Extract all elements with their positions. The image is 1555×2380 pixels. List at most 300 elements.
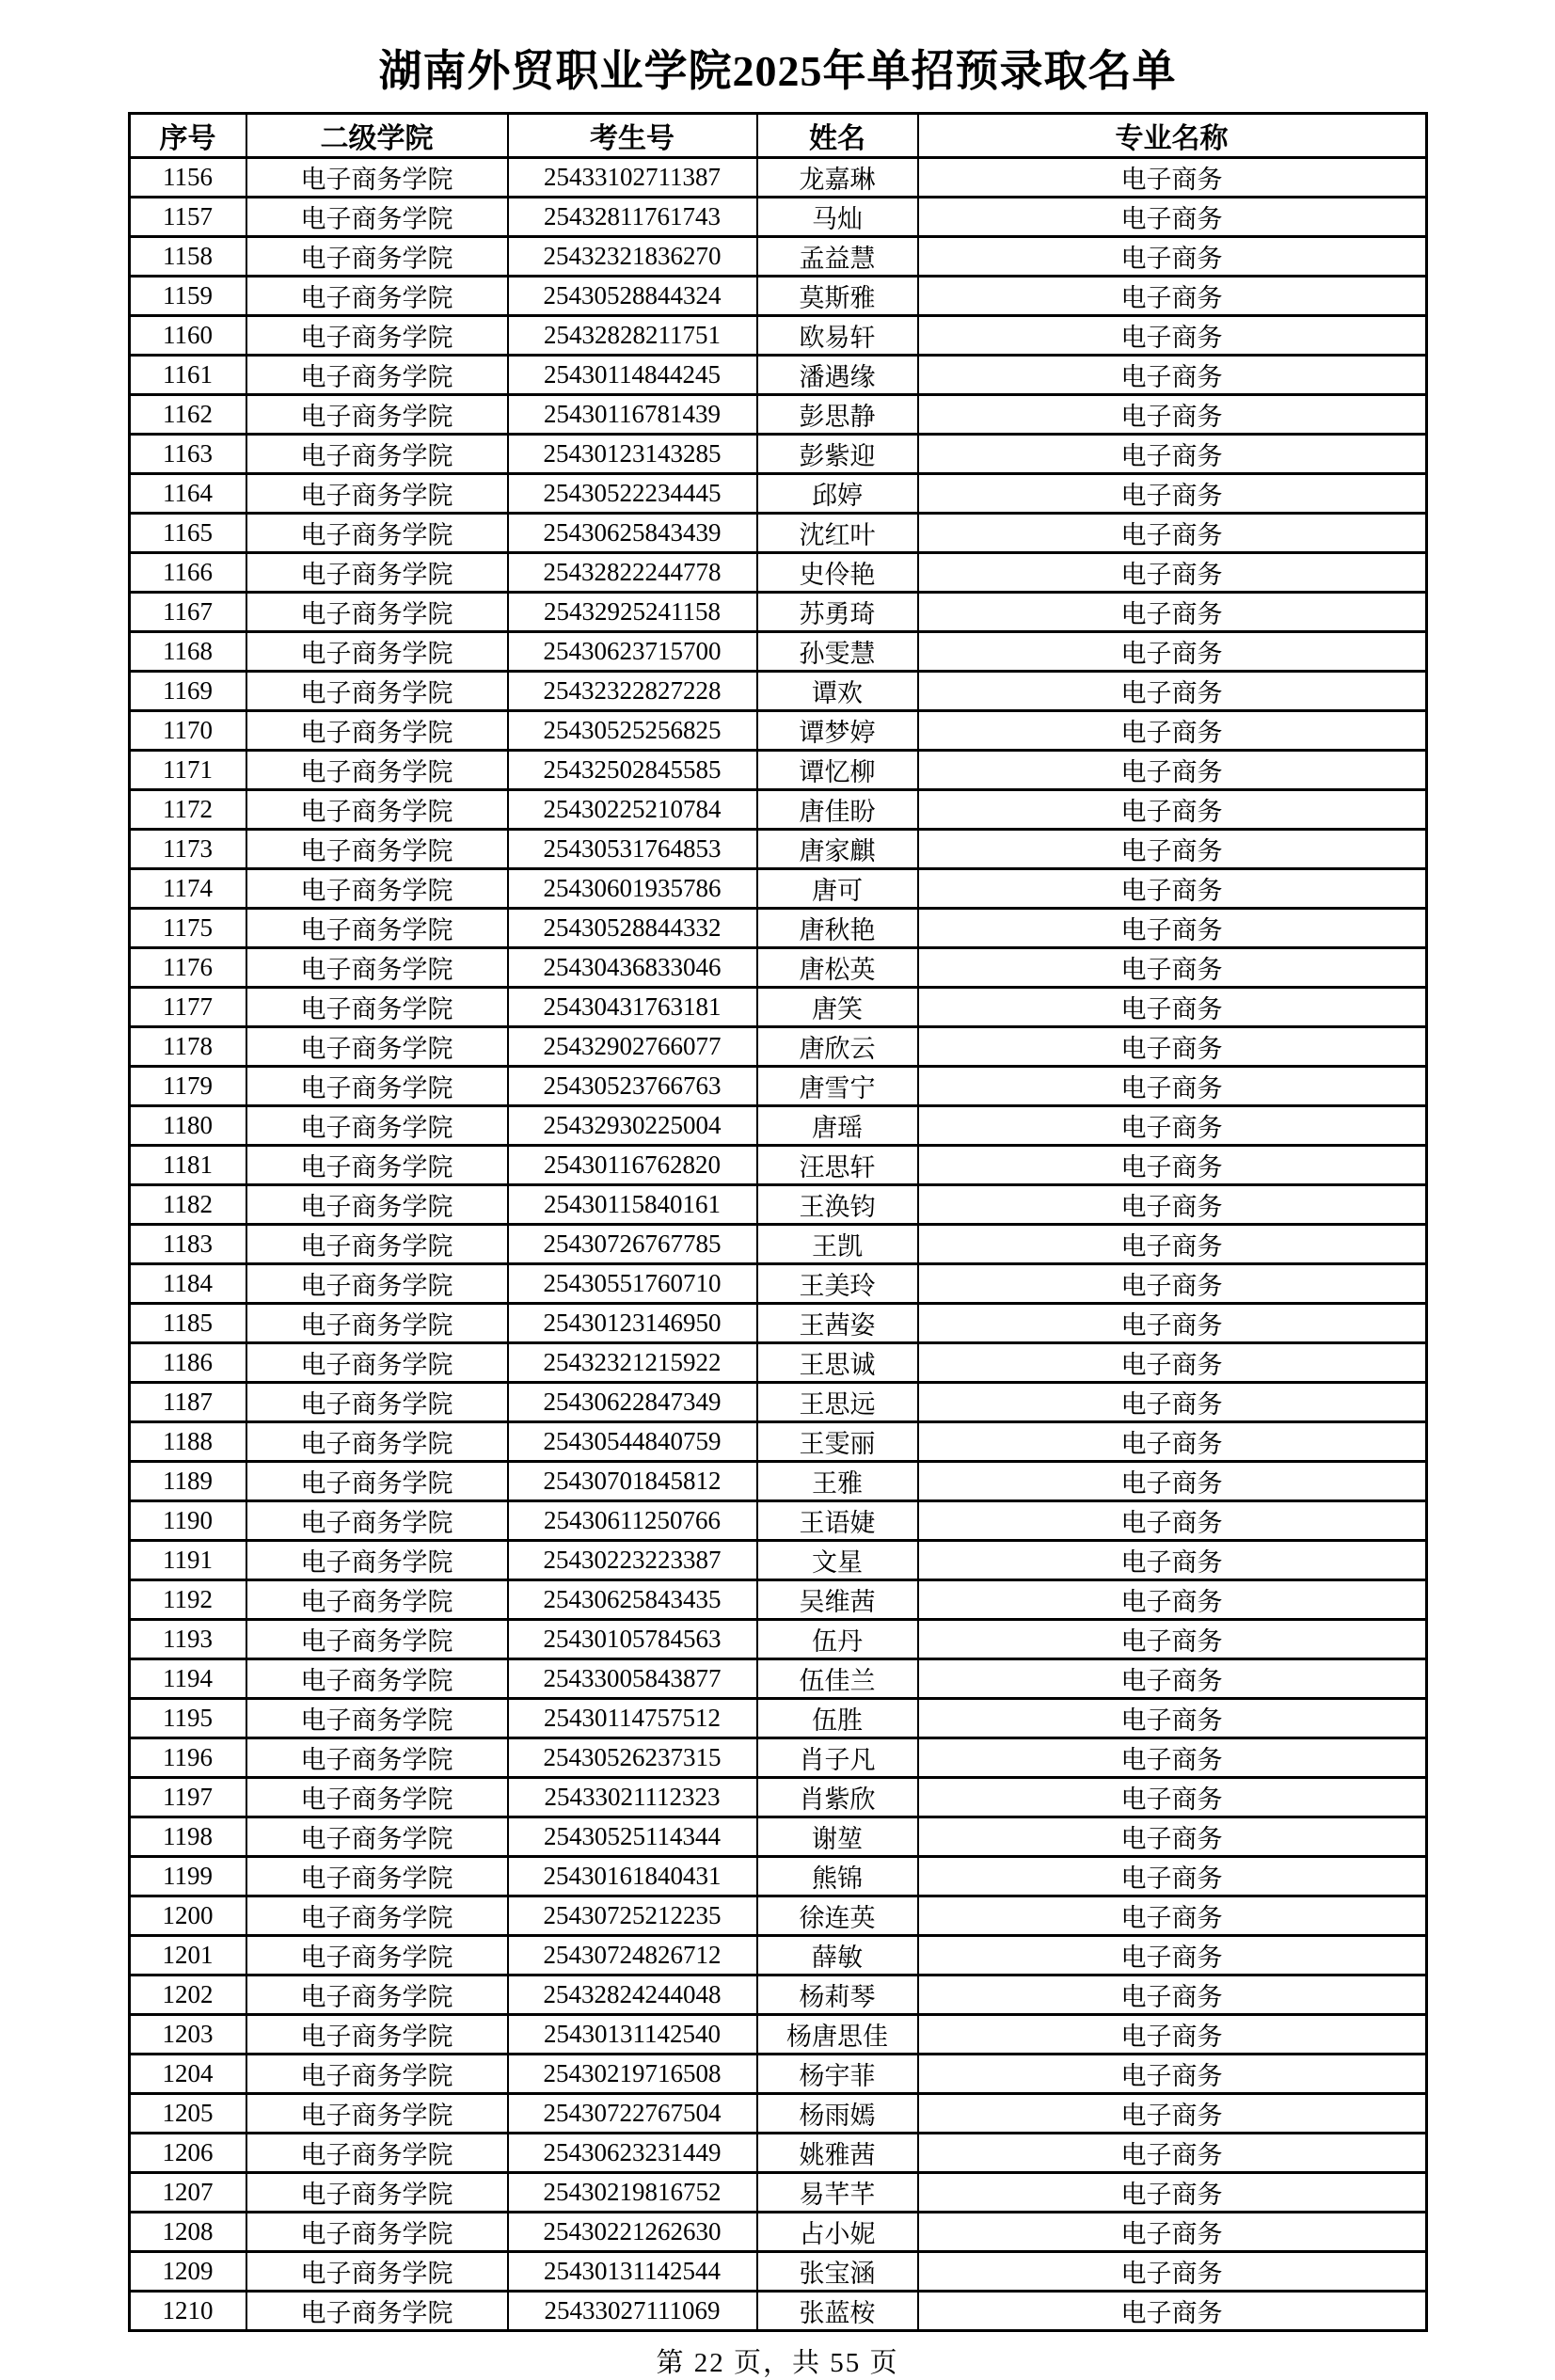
cell-index: 1169 [129, 672, 246, 711]
table-row [129, 2094, 1426, 2134]
cell-name: 王语婕 [757, 1501, 918, 1541]
cell-index: 1183 [129, 1225, 246, 1264]
cell-exam-no: 25430131142544 [508, 2252, 757, 2292]
cell-name: 唐笑 [757, 988, 918, 1027]
cell-index: 1200 [129, 1896, 246, 1936]
cell-name: 杨宇菲 [757, 2055, 918, 2094]
cell-college: 电子商务学院 [246, 1699, 508, 1738]
cell-index: 1189 [129, 1462, 246, 1501]
cell-name: 唐瑶 [757, 1106, 918, 1146]
cell-college: 电子商务学院 [246, 2292, 508, 2331]
cell-exam-no: 25432930225004 [508, 1106, 757, 1146]
cell-name: 沈红叶 [757, 514, 918, 553]
cell-major: 电子商务 [918, 435, 1427, 474]
cell-exam-no: 25430531764853 [508, 830, 757, 869]
cell-exam-no: 25433005843877 [508, 1659, 757, 1699]
cell-college: 电子商务学院 [246, 2213, 508, 2252]
table-body [129, 158, 1426, 2331]
cell-index: 1192 [129, 1580, 246, 1620]
cell-major: 电子商务 [918, 1067, 1427, 1106]
cell-college: 电子商务学院 [246, 198, 508, 237]
cell-exam-no: 25430225210784 [508, 790, 757, 830]
cell-name: 杨唐思佳 [757, 2015, 918, 2055]
cell-index: 1159 [129, 277, 246, 316]
cell-college: 电子商务学院 [246, 1738, 508, 1778]
cell-major: 电子商务 [918, 553, 1427, 593]
cell-exam-no: 25430722767504 [508, 2094, 757, 2134]
cell-major: 电子商务 [918, 1778, 1427, 1817]
cell-name: 谢堃 [757, 1817, 918, 1857]
cell-exam-no: 25430525256825 [508, 711, 757, 751]
cell-name: 谭梦婷 [757, 711, 918, 751]
table-row [129, 2134, 1426, 2173]
cell-exam-no: 25430611250766 [508, 1501, 757, 1541]
table-row [129, 988, 1426, 1027]
cell-index: 1195 [129, 1699, 246, 1738]
cell-college: 电子商务学院 [246, 356, 508, 395]
cell-major: 电子商务 [918, 1896, 1427, 1936]
cell-index: 1173 [129, 830, 246, 869]
cell-major: 电子商务 [918, 672, 1427, 711]
table-row [129, 158, 1426, 198]
cell-index: 1187 [129, 1383, 246, 1422]
table-row [129, 632, 1426, 672]
table-row [129, 356, 1426, 395]
cell-college: 电子商务学院 [246, 593, 508, 632]
cell-exam-no: 25432321836270 [508, 237, 757, 277]
cell-major: 电子商务 [918, 2094, 1427, 2134]
cell-major: 电子商务 [918, 237, 1427, 277]
cell-exam-no: 25430525114344 [508, 1817, 757, 1857]
cell-exam-no: 25430223223387 [508, 1541, 757, 1580]
cell-name: 唐雪宁 [757, 1067, 918, 1106]
cell-college: 电子商务学院 [246, 711, 508, 751]
cell-name: 张宝涵 [757, 2252, 918, 2292]
cell-name: 王思远 [757, 1383, 918, 1422]
cell-exam-no: 25433102711387 [508, 158, 757, 198]
table-row [129, 1185, 1426, 1225]
cell-index: 1181 [129, 1146, 246, 1185]
cell-college: 电子商务学院 [246, 435, 508, 474]
cell-name: 占小妮 [757, 2213, 918, 2252]
cell-college: 电子商务学院 [246, 2134, 508, 2173]
cell-major: 电子商务 [918, 1343, 1427, 1383]
cell-college: 电子商务学院 [246, 1580, 508, 1620]
cell-major: 电子商务 [918, 1106, 1427, 1146]
cell-major: 电子商务 [918, 988, 1427, 1027]
cell-name: 王雅 [757, 1462, 918, 1501]
cell-exam-no: 25432824244048 [508, 1975, 757, 2015]
table-row [129, 1896, 1426, 1936]
cell-name: 吴维茜 [757, 1580, 918, 1620]
cell-exam-no: 25430114757512 [508, 1699, 757, 1738]
cell-major: 电子商务 [918, 1738, 1427, 1778]
cell-college: 电子商务学院 [246, 316, 508, 356]
cell-exam-no: 25432822244778 [508, 553, 757, 593]
cell-major: 电子商务 [918, 514, 1427, 553]
cell-major: 电子商务 [918, 1027, 1427, 1067]
cell-college: 电子商务学院 [246, 553, 508, 593]
cell-index: 1193 [129, 1620, 246, 1659]
cell-index: 1172 [129, 790, 246, 830]
cell-major: 电子商务 [918, 948, 1427, 988]
cell-major: 电子商务 [918, 632, 1427, 672]
cell-exam-no: 25433021112323 [508, 1778, 757, 1817]
cell-exam-no: 25430623715700 [508, 632, 757, 672]
cell-name: 邱婷 [757, 474, 918, 514]
cell-index: 1185 [129, 1304, 246, 1343]
cell-college: 电子商务学院 [246, 1343, 508, 1383]
table-row [129, 2173, 1426, 2213]
cell-index: 1197 [129, 1778, 246, 1817]
cell-name: 伍胜 [757, 1699, 918, 1738]
cell-index: 1171 [129, 751, 246, 790]
cell-index: 1209 [129, 2252, 246, 2292]
cell-college: 电子商务学院 [246, 948, 508, 988]
cell-college: 电子商务学院 [246, 830, 508, 869]
table-row [129, 593, 1426, 632]
cell-index: 1186 [129, 1343, 246, 1383]
table-row [129, 2015, 1426, 2055]
cell-major: 电子商务 [918, 1185, 1427, 1225]
column-header-index: 序号 [129, 114, 246, 158]
cell-college: 电子商务学院 [246, 158, 508, 198]
cell-college: 电子商务学院 [246, 1225, 508, 1264]
cell-name: 莫斯雅 [757, 277, 918, 316]
cell-index: 1170 [129, 711, 246, 751]
cell-exam-no: 25432321215922 [508, 1343, 757, 1383]
cell-name: 易芊芊 [757, 2173, 918, 2213]
cell-exam-no: 25430116781439 [508, 395, 757, 435]
cell-index: 1176 [129, 948, 246, 988]
cell-index: 1175 [129, 909, 246, 948]
cell-major: 电子商务 [918, 2213, 1427, 2252]
table-row [129, 1857, 1426, 1896]
cell-college: 电子商务学院 [246, 751, 508, 790]
cell-exam-no: 25430522234445 [508, 474, 757, 514]
table-row [129, 672, 1426, 711]
cell-major: 电子商务 [918, 593, 1427, 632]
cell-exam-no: 25432828211751 [508, 316, 757, 356]
cell-index: 1191 [129, 1541, 246, 1580]
cell-index: 1160 [129, 316, 246, 356]
cell-name: 姚雅茜 [757, 2134, 918, 2173]
table-row [129, 1541, 1426, 1580]
table-row [129, 1067, 1426, 1106]
cell-index: 1208 [129, 2213, 246, 2252]
cell-name: 彭思静 [757, 395, 918, 435]
cell-name: 彭紫迎 [757, 435, 918, 474]
cell-college: 电子商务学院 [246, 1778, 508, 1817]
table-row [129, 1501, 1426, 1541]
cell-major: 电子商务 [918, 1422, 1427, 1462]
cell-major: 电子商务 [918, 356, 1427, 395]
cell-college: 电子商务学院 [246, 1146, 508, 1185]
table-row [129, 1264, 1426, 1304]
cell-index: 1180 [129, 1106, 246, 1146]
cell-name: 文星 [757, 1541, 918, 1580]
cell-index: 1168 [129, 632, 246, 672]
cell-college: 电子商务学院 [246, 1027, 508, 1067]
cell-index: 1164 [129, 474, 246, 514]
cell-exam-no: 25430431763181 [508, 988, 757, 1027]
cell-index: 1205 [129, 2094, 246, 2134]
cell-index: 1198 [129, 1817, 246, 1857]
cell-college: 电子商务学院 [246, 1422, 508, 1462]
cell-major: 电子商务 [918, 2015, 1427, 2055]
table-row [129, 2055, 1426, 2094]
cell-name: 史伶艳 [757, 553, 918, 593]
cell-exam-no: 25430551760710 [508, 1264, 757, 1304]
cell-major: 电子商务 [918, 790, 1427, 830]
table-row [129, 474, 1426, 514]
cell-exam-no: 25432322827228 [508, 672, 757, 711]
cell-college: 电子商务学院 [246, 1067, 508, 1106]
table-row [129, 1699, 1426, 1738]
cell-index: 1158 [129, 237, 246, 277]
cell-index: 1166 [129, 553, 246, 593]
cell-name: 孙雯慧 [757, 632, 918, 672]
cell-name: 谭忆柳 [757, 751, 918, 790]
cell-name: 唐家麒 [757, 830, 918, 869]
cell-major: 电子商务 [918, 1659, 1427, 1699]
cell-major: 电子商务 [918, 2055, 1427, 2094]
table-row [129, 909, 1426, 948]
cell-index: 1206 [129, 2134, 246, 2173]
cell-exam-no: 25430601935786 [508, 869, 757, 909]
cell-index: 1156 [129, 158, 246, 198]
table-row [129, 435, 1426, 474]
cell-college: 电子商务学院 [246, 1383, 508, 1422]
cell-name: 孟益慧 [757, 237, 918, 277]
table-row [129, 1225, 1426, 1264]
table-row [129, 395, 1426, 435]
cell-college: 电子商务学院 [246, 1106, 508, 1146]
cell-major: 电子商务 [918, 1462, 1427, 1501]
cell-exam-no: 25430725212235 [508, 1896, 757, 1936]
table-row [129, 277, 1426, 316]
cell-name: 王美玲 [757, 1264, 918, 1304]
cell-college: 电子商务学院 [246, 790, 508, 830]
cell-major: 电子商务 [918, 909, 1427, 948]
cell-exam-no: 25430623231449 [508, 2134, 757, 2173]
cell-name: 肖紫欣 [757, 1778, 918, 1817]
cell-index: 1210 [129, 2292, 246, 2331]
cell-name: 王涣钧 [757, 1185, 918, 1225]
table-row [129, 316, 1426, 356]
cell-college: 电子商务学院 [246, 2094, 508, 2134]
cell-index: 1174 [129, 869, 246, 909]
table-row [129, 1462, 1426, 1501]
cell-college: 电子商务学院 [246, 869, 508, 909]
cell-index: 1165 [129, 514, 246, 553]
cell-college: 电子商务学院 [246, 2055, 508, 2094]
cell-college: 电子商务学院 [246, 1462, 508, 1501]
cell-college: 电子商务学院 [246, 277, 508, 316]
cell-major: 电子商务 [918, 1620, 1427, 1659]
cell-name: 欧易轩 [757, 316, 918, 356]
cell-major: 电子商务 [918, 869, 1427, 909]
cell-name: 唐佳盼 [757, 790, 918, 830]
cell-college: 电子商务学院 [246, 514, 508, 553]
cell-major: 电子商务 [918, 1699, 1427, 1738]
column-header-college: 二级学院 [246, 114, 508, 158]
cell-major: 电子商务 [918, 198, 1427, 237]
cell-major: 电子商务 [918, 1936, 1427, 1975]
cell-major: 电子商务 [918, 277, 1427, 316]
cell-index: 1184 [129, 1264, 246, 1304]
cell-index: 1196 [129, 1738, 246, 1778]
table-header-row [129, 114, 1426, 158]
cell-major: 电子商务 [918, 1817, 1427, 1857]
cell-major: 电子商务 [918, 1304, 1427, 1343]
cell-college: 电子商务学院 [246, 1936, 508, 1975]
cell-exam-no: 25430523766763 [508, 1067, 757, 1106]
cell-major: 电子商务 [918, 830, 1427, 869]
cell-index: 1203 [129, 2015, 246, 2055]
cell-college: 电子商务学院 [246, 1620, 508, 1659]
table-row [129, 1738, 1426, 1778]
cell-name: 汪思轩 [757, 1146, 918, 1185]
cell-exam-no: 25430544840759 [508, 1422, 757, 1462]
cell-college: 电子商务学院 [246, 1857, 508, 1896]
cell-name: 唐可 [757, 869, 918, 909]
cell-name: 龙嘉琳 [757, 158, 918, 198]
table-row [129, 1580, 1426, 1620]
table-row [129, 514, 1426, 553]
cell-college: 电子商务学院 [246, 1817, 508, 1857]
cell-exam-no: 25430219816752 [508, 2173, 757, 2213]
cell-name: 唐欣云 [757, 1027, 918, 1067]
cell-college: 电子商务学院 [246, 1501, 508, 1541]
cell-college: 电子商务学院 [246, 909, 508, 948]
cell-college: 电子商务学院 [246, 1264, 508, 1304]
cell-exam-no: 25430219716508 [508, 2055, 757, 2094]
cell-major: 电子商务 [918, 2292, 1427, 2331]
cell-index: 1178 [129, 1027, 246, 1067]
cell-major: 电子商务 [918, 1146, 1427, 1185]
table-row [129, 1304, 1426, 1343]
table-row [129, 1936, 1426, 1975]
cell-major: 电子商务 [918, 1580, 1427, 1620]
cell-index: 1161 [129, 356, 246, 395]
cell-major: 电子商务 [918, 711, 1427, 751]
cell-index: 1199 [129, 1857, 246, 1896]
cell-index: 1202 [129, 1975, 246, 2015]
cell-college: 电子商务学院 [246, 672, 508, 711]
cell-name: 苏勇琦 [757, 593, 918, 632]
cell-college: 电子商务学院 [246, 632, 508, 672]
cell-major: 电子商务 [918, 1975, 1427, 2015]
cell-college: 电子商务学院 [246, 1185, 508, 1225]
cell-college: 电子商务学院 [246, 1659, 508, 1699]
table-row [129, 1027, 1426, 1067]
cell-college: 电子商务学院 [246, 2015, 508, 2055]
table-row [129, 1778, 1426, 1817]
table-row [129, 1659, 1426, 1699]
cell-major: 电子商务 [918, 1264, 1427, 1304]
cell-college: 电子商务学院 [246, 1541, 508, 1580]
table-row [129, 711, 1426, 751]
cell-exam-no: 25430625843439 [508, 514, 757, 553]
cell-name: 唐松英 [757, 948, 918, 988]
cell-name: 唐秋艳 [757, 909, 918, 948]
table-row [129, 553, 1426, 593]
table-row [129, 751, 1426, 790]
cell-exam-no: 25430114844245 [508, 356, 757, 395]
column-header-major: 专业名称 [918, 114, 1427, 158]
table-row [129, 790, 1426, 830]
cell-exam-no: 25432902766077 [508, 1027, 757, 1067]
cell-exam-no: 25430161840431 [508, 1857, 757, 1896]
cell-name: 谭欢 [757, 672, 918, 711]
cell-index: 1162 [129, 395, 246, 435]
cell-exam-no: 25430436833046 [508, 948, 757, 988]
cell-major: 电子商务 [918, 2173, 1427, 2213]
table-row [129, 1620, 1426, 1659]
cell-name: 王凯 [757, 1225, 918, 1264]
cell-index: 1188 [129, 1422, 246, 1462]
cell-name: 马灿 [757, 198, 918, 237]
table-row [129, 948, 1426, 988]
cell-index: 1204 [129, 2055, 246, 2094]
cell-name: 伍佳兰 [757, 1659, 918, 1699]
cell-exam-no: 25430625843435 [508, 1580, 757, 1620]
cell-index: 1163 [129, 435, 246, 474]
cell-name: 伍丹 [757, 1620, 918, 1659]
cell-exam-no: 25433027111069 [508, 2292, 757, 2331]
cell-college: 电子商务学院 [246, 2173, 508, 2213]
cell-name: 王思诚 [757, 1343, 918, 1383]
cell-exam-no: 25430528844332 [508, 909, 757, 948]
page-title: 湖南外贸职业学院2025年单招预录取名单 [378, 47, 1177, 95]
cell-name: 杨莉琴 [757, 1975, 918, 2015]
admission-roster-table [128, 112, 1428, 2332]
cell-exam-no: 25430115840161 [508, 1185, 757, 1225]
cell-exam-no: 25430724826712 [508, 1936, 757, 1975]
table-row [129, 1146, 1426, 1185]
cell-college: 电子商务学院 [246, 395, 508, 435]
cell-exam-no: 25432811761743 [508, 198, 757, 237]
cell-college: 电子商务学院 [246, 1975, 508, 2015]
table-row [129, 198, 1426, 237]
cell-exam-no: 25430701845812 [508, 1462, 757, 1501]
cell-college: 电子商务学院 [246, 1304, 508, 1343]
column-header-exam-no: 考生号 [508, 114, 757, 158]
cell-major: 电子商务 [918, 2134, 1427, 2173]
cell-exam-no: 25430526237315 [508, 1738, 757, 1778]
cell-index: 1179 [129, 1067, 246, 1106]
cell-exam-no: 25432925241158 [508, 593, 757, 632]
cell-index: 1182 [129, 1185, 246, 1225]
cell-index: 1190 [129, 1501, 246, 1541]
cell-major: 电子商务 [918, 1383, 1427, 1422]
cell-name: 肖子凡 [757, 1738, 918, 1778]
column-header-name: 姓名 [757, 114, 918, 158]
cell-major: 电子商务 [918, 1857, 1427, 1896]
cell-college: 电子商务学院 [246, 988, 508, 1027]
cell-college: 电子商务学院 [246, 2252, 508, 2292]
table-row [129, 1383, 1426, 1422]
cell-exam-no: 25432502845585 [508, 751, 757, 790]
cell-name: 杨雨嫣 [757, 2094, 918, 2134]
cell-major: 电子商务 [918, 316, 1427, 356]
cell-exam-no: 25430221262630 [508, 2213, 757, 2252]
table-row [129, 1343, 1426, 1383]
cell-major: 电子商务 [918, 158, 1427, 198]
table-row [129, 869, 1426, 909]
cell-college: 电子商务学院 [246, 1896, 508, 1936]
